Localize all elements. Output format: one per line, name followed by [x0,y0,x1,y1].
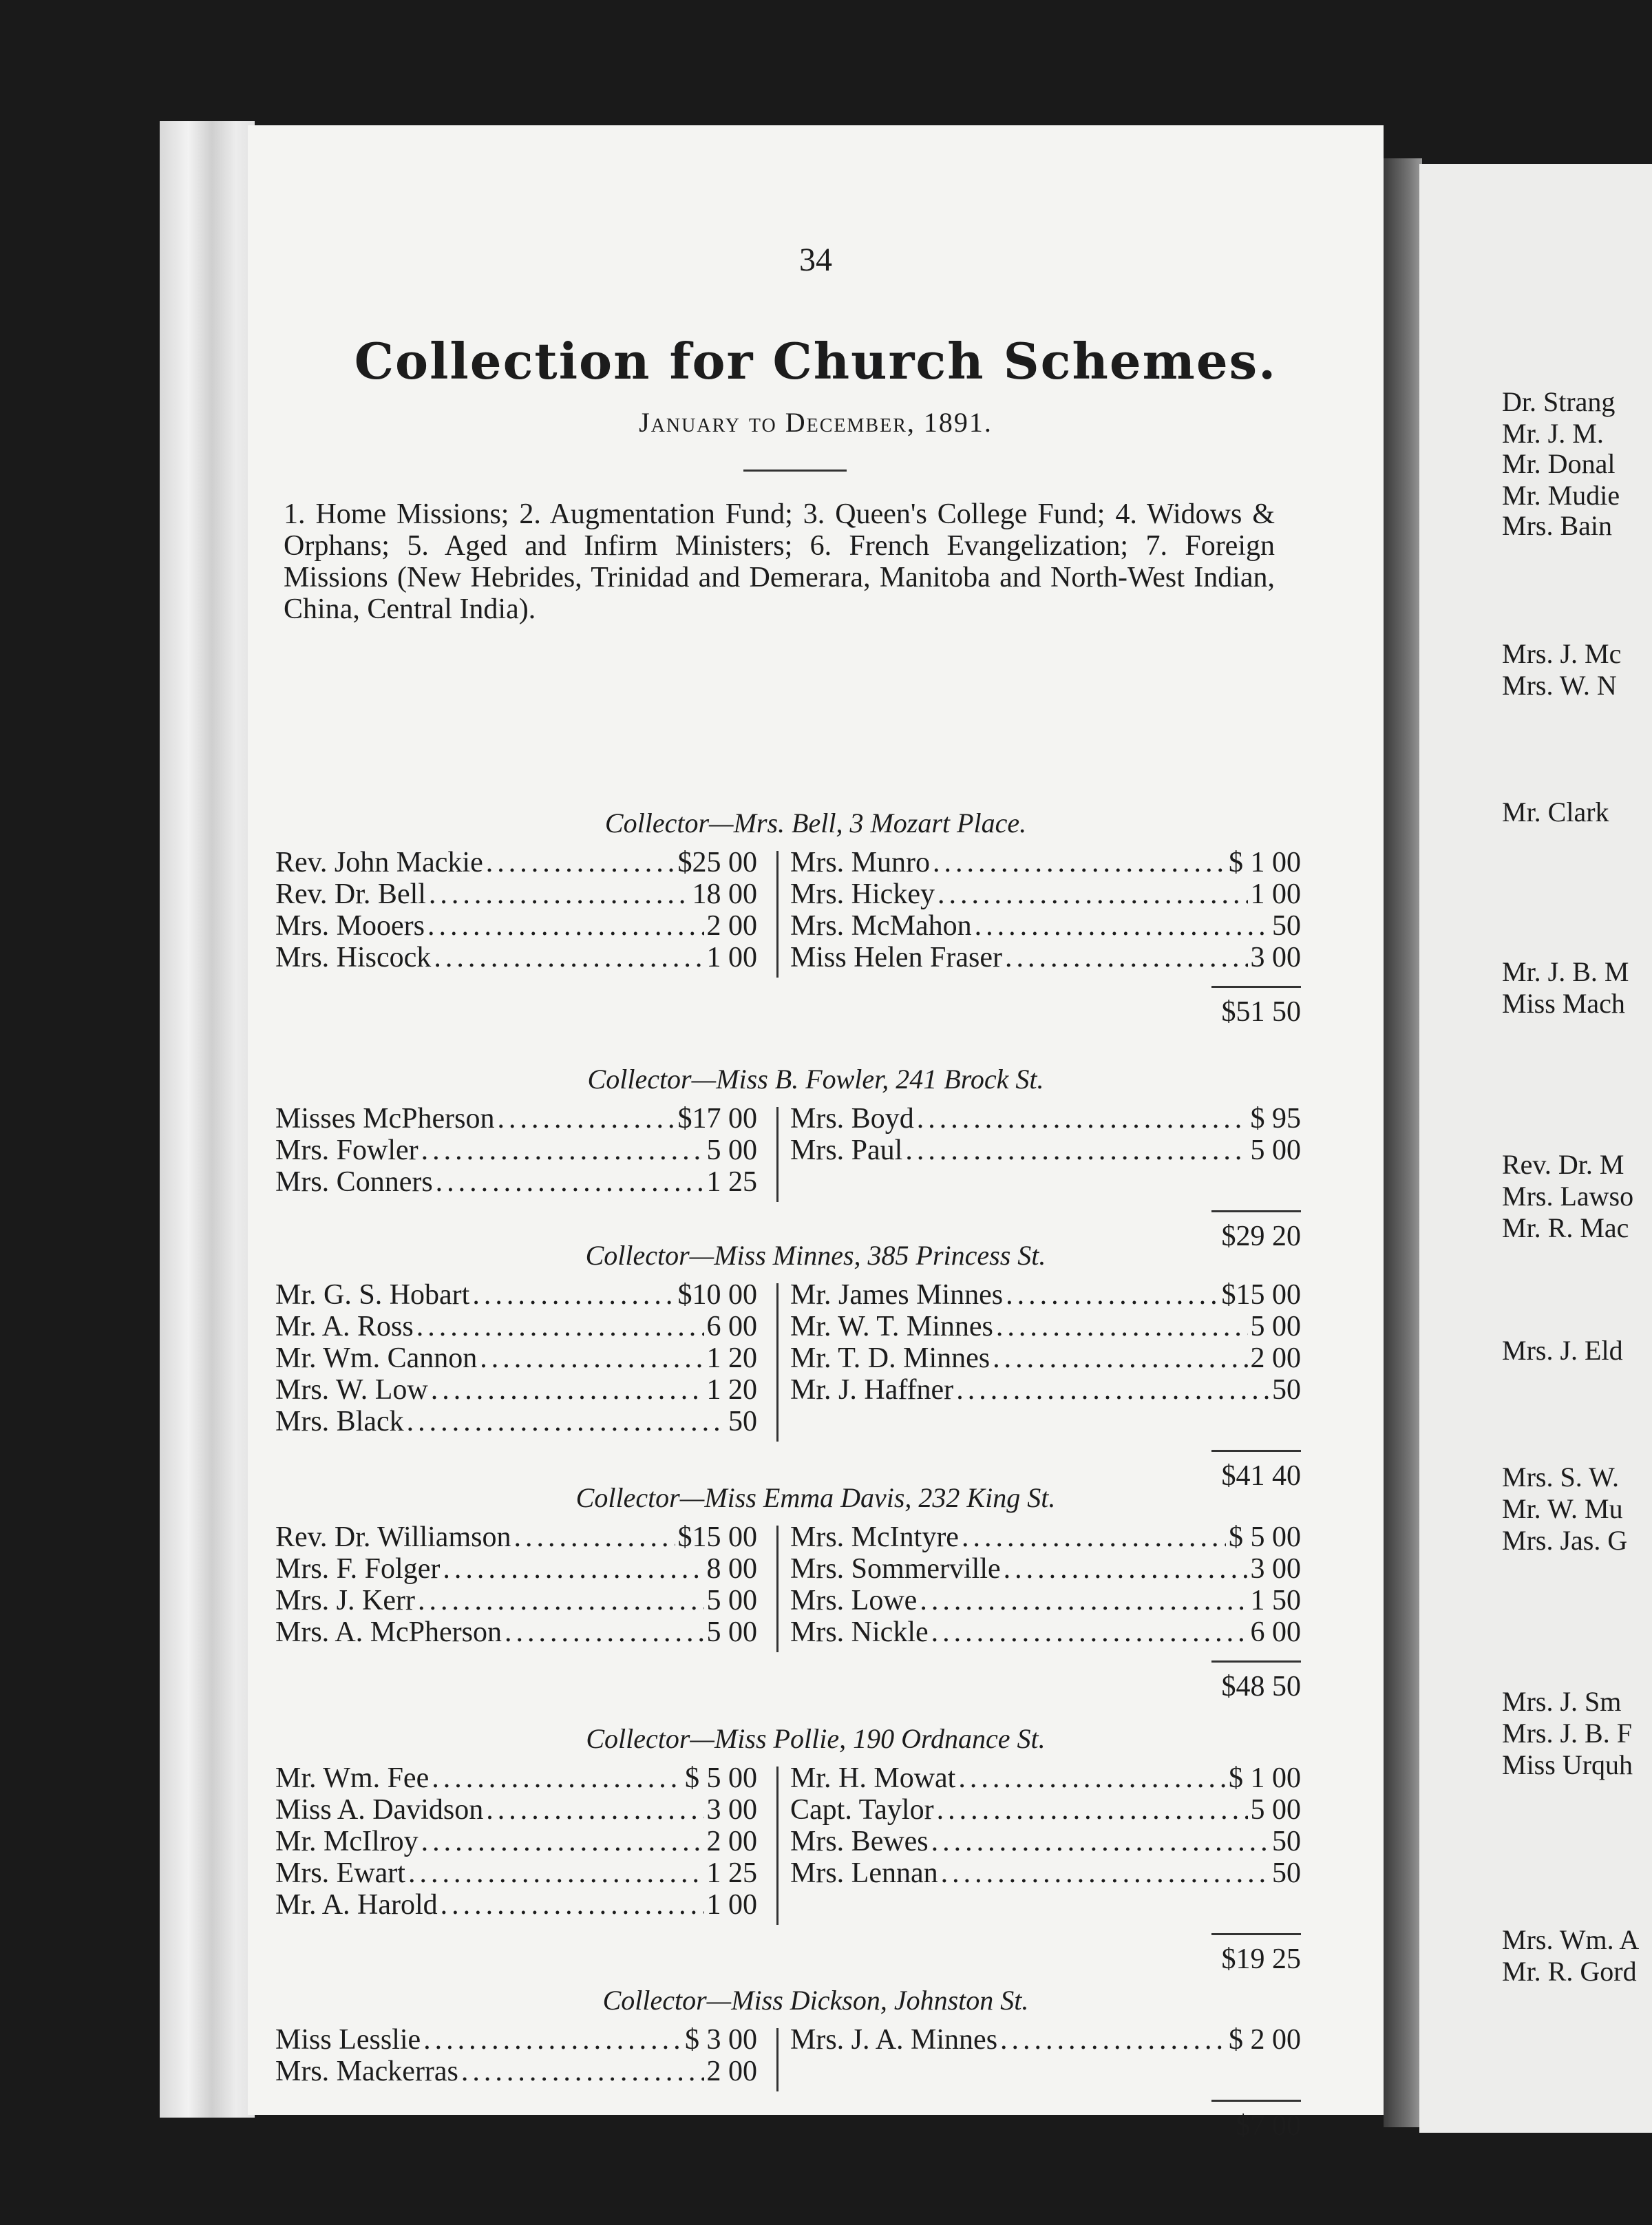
column-divider [776,1107,779,1202]
contribution-amount: $15 00 [677,1521,757,1553]
contributor-name: Mr. W. T. Minnes [790,1311,993,1342]
contribution-amount: 50 [1272,1857,1301,1889]
total-rule [1211,1450,1301,1452]
leader-dots [443,1553,703,1585]
column-divider [776,1767,779,1925]
right-contributor-list [790,1103,1301,1166]
column-divider [776,1526,779,1652]
contribution-amount: $ 1 00 [1229,1762,1301,1794]
leader-dots [933,847,1226,878]
contribution-amount: 1 20 [706,1374,757,1406]
contributor-row [790,2024,1301,2056]
leader-dots [1000,2024,1226,2056]
contribution-amount: 1 25 [706,1166,757,1198]
contributor-row [790,1521,1301,1553]
contributor-name: Mr. A. Harold [275,1889,438,1921]
contributor-row [275,1279,757,1311]
column-divider [776,1283,779,1442]
contributor-name: Miss Helen Fraser [790,942,1002,973]
contribution-amount: 18 00 [692,878,757,910]
facing-page-entry: Mrs. J. Mc [1502,638,1622,669]
collector-heading: Collector—Mrs. Bell, 3 Mozart Place. [604,808,1027,839]
contribution-amount: 5 00 [1250,1135,1301,1166]
page-edge [160,121,255,2118]
contributor-row [790,1826,1301,1857]
contributor-row [790,1311,1301,1342]
facing-page-entry: Mrs. J. Sm [1502,1686,1622,1717]
contribution-amount: 1 00 [706,1889,757,1921]
contributor-name: Mrs. Nickle [790,1616,929,1648]
leader-dots [472,1279,675,1311]
contribution-amount: 5 00 [706,1135,757,1166]
contributor-name: Rev. Dr. Williamson [275,1521,511,1553]
contributor-row [790,1762,1301,1794]
collector-heading: Collector—Miss Dickson, Johnston St. [602,1985,1029,2016]
leader-dots [486,847,675,878]
contributor-row [275,1342,757,1374]
contributor-row [790,1103,1301,1135]
contributor-row [275,2024,757,2056]
leader-dots [905,1135,1247,1166]
contribution-amount: $10 00 [677,1279,757,1311]
left-contributor-list [275,1279,757,1437]
leader-dots [1004,1553,1248,1585]
leader-dots [408,1857,704,1889]
contributor-row [790,942,1301,973]
facing-page-entry: Mr. J. B. M [1502,956,1629,987]
column-divider [776,2028,779,2091]
contributor-name: Mrs. J. A. Minnes [790,2024,998,2056]
contribution-amount: $ 5 00 [685,1762,757,1794]
facing-page-entry: Rev. Dr. M [1502,1149,1624,1180]
contributor-name: Mrs. Lennan [790,1857,938,1889]
contributor-row [275,1826,757,1857]
contribution-amount: 1 00 [706,942,757,973]
contributor-name: Mrs. Mackerras [275,2056,458,2087]
right-contributor-list [790,1521,1301,1648]
leader-dots [505,1616,703,1648]
contributor-name: Mr. T. D. Minnes [790,1342,991,1374]
section-total: $7 00 [1236,2110,1301,2142]
facing-page-entry: Mr. J. M. [1502,418,1604,449]
contributor-row [275,1585,757,1616]
right-contributor-list [790,1762,1301,1889]
leader-dots [920,1585,1247,1616]
contribution-amount: 2 00 [706,1826,757,1857]
contributor-row [275,1616,757,1648]
leader-dots [513,1521,675,1553]
collector-heading: Collector—Miss Pollie, 190 Ordnance St. [586,1723,1046,1754]
contribution-amount: 3 00 [1250,1553,1301,1585]
contributor-name: Capt. Taylor [790,1794,934,1826]
contributor-name: Mrs. Sommerville [790,1553,1001,1585]
section-total: $19 25 [1221,1943,1301,1975]
contributor-row [275,878,757,910]
leader-dots [427,910,704,942]
facing-page-entry: Mrs. W. N [1502,670,1617,701]
contributor-row [790,1279,1301,1311]
contribution-amount: 5 00 [706,1616,757,1648]
contribution-amount: $ 95 [1250,1103,1301,1135]
contributor-name: Mrs. Munro [790,847,931,878]
contributor-name: Mrs. McIntyre [790,1521,959,1553]
contribution-amount: 6 00 [706,1311,757,1342]
leader-dots [432,1762,682,1794]
contributor-name: Mrs. Ewart [275,1857,405,1889]
contributor-row [275,1311,757,1342]
leader-dots [480,1342,703,1374]
contributor-row [275,1374,757,1406]
contributor-row [275,1103,757,1135]
facing-page-entry: Mrs. Jas. G [1502,1525,1628,1556]
contribution-amount: 5 00 [706,1585,757,1616]
contribution-amount: 3 00 [706,1794,757,1826]
contributor-name: Mrs. Hiscock [275,942,432,973]
contributor-row [790,1342,1301,1374]
leader-dots [938,878,1248,910]
leader-dots [958,1762,1226,1794]
contributor-row [275,1521,757,1553]
leader-dots [962,1521,1226,1553]
page-title: Collection for Church Schemes. [354,332,1278,390]
facing-page-entry: Mrs. Lawso [1502,1181,1634,1212]
total-rule [1211,1210,1301,1212]
leader-dots [418,1585,704,1616]
contributor-name: Miss A. Davidson [275,1794,484,1826]
leader-dots [931,1616,1248,1648]
contributor-name: Mrs. F. Folger [275,1553,441,1585]
contribution-amount: 8 00 [706,1553,757,1585]
book-gutter [1384,158,1422,2127]
leader-dots [937,1794,1248,1826]
collector-heading: Collector—Miss Minnes, 385 Princess St. [585,1240,1046,1271]
contributor-name: Mr. Wm. Cannon [275,1342,478,1374]
facing-page-entry: Miss Mach [1502,988,1625,1019]
contributor-name: Mr. G. S. Hobart [275,1279,470,1311]
contribution-amount: 6 00 [1250,1616,1301,1648]
facing-page-entry: Mrs. S. W. [1502,1462,1620,1493]
contribution-amount: $17 00 [677,1103,757,1135]
contributor-name: Mrs. McMahon [790,910,972,942]
collector-heading: Collector—Miss B. Fowler, 241 Brock St. [587,1064,1044,1095]
contributor-name: Rev. John Mackie [275,847,483,878]
contributor-name: Mr. James Minnes [790,1279,1004,1311]
page-subtitle: January to December, 1891. [639,407,993,438]
facing-page-entry: Mr. R. Mac [1502,1212,1629,1243]
contribution-amount: $ 2 00 [1229,2024,1301,2056]
facing-page-entry: Dr. Strang [1502,386,1616,417]
contributor-name: Misses McPherson [275,1103,495,1135]
contribution-amount: $15 00 [1221,1279,1301,1311]
contributor-name: Mr. McIlroy [275,1826,419,1857]
contributor-row [275,1889,757,1921]
leader-dots [431,1374,704,1406]
contributor-name: Mrs. Lowe [790,1585,918,1616]
book-page [248,125,1384,2142]
left-contributor-list [275,1103,757,1198]
leader-dots [993,1342,1247,1374]
contributor-row [275,1406,757,1437]
contribution-amount: 5 00 [1250,1311,1301,1342]
contributor-name: Mrs. Mooers [275,910,425,942]
facing-page-entry: Miss Urquh [1502,1749,1633,1780]
left-contributor-list [275,2024,757,2087]
left-contributor-list [275,1762,757,1921]
section-total: $48 50 [1221,1671,1301,1702]
leader-dots [486,1794,703,1826]
leader-dots [996,1311,1248,1342]
leader-dots [1006,1279,1218,1311]
left-contributor-list [275,1521,757,1648]
contributor-row [790,1857,1301,1889]
leader-dots [1005,942,1248,973]
contribution-amount: 2 00 [706,910,757,942]
contributor-row [275,1762,757,1794]
facing-page-entry: Mrs. Bain [1502,510,1612,541]
intro-paragraph: 1. Home Missions; 2. Augmentation Fund; 3. Queen's College Fund; 4. Widows & Orphans; 5. Aged and Infirm Ministers; 6. French Evangelization; 7. Foreign Missions (New Hebrides, Trinidad and Demerara, Manitoba and North-West Indian, China, Central India). [284,498,1275,625]
contributor-row [790,1616,1301,1648]
leader-dots [975,910,1269,942]
right-contributor-list [790,847,1301,973]
contribution-amount: 50 [728,1406,757,1437]
facing-page-entry: Mr. Donal [1502,448,1616,479]
leader-dots [421,1826,704,1857]
section-total: $29 20 [1221,1221,1301,1252]
column-divider [776,851,779,978]
contributor-row [790,1794,1301,1826]
contribution-amount: $ 3 00 [685,2024,757,2056]
contributor-name: Mrs. A. McPherson [275,1616,502,1648]
contributor-name: Mrs. Hickey [790,878,935,910]
contributor-row [275,1857,757,1889]
contributor-row [275,1553,757,1585]
leader-dots [956,1374,1269,1406]
contributor-row [275,847,757,878]
contributor-name: Mr. H. Mowat [790,1762,956,1794]
facing-page-entry: Mr. Clark [1502,797,1609,827]
leader-dots [498,1103,675,1135]
contributor-name: Mrs. Paul [790,1135,903,1166]
contributor-row [790,910,1301,942]
leader-dots [931,1826,1269,1857]
leader-dots [434,942,703,973]
contribution-amount: 3 00 [1250,942,1301,973]
contributor-row [790,1374,1301,1406]
total-rule [1211,986,1301,988]
contribution-amount: $25 00 [677,847,757,878]
leader-dots [407,1406,726,1437]
contribution-amount: 1 50 [1250,1585,1301,1616]
contributor-name: Mr. A. Ross [275,1311,414,1342]
contributor-row [275,910,757,942]
contributor-row [275,2056,757,2087]
contributor-name: Mrs. J. Kerr [275,1585,415,1616]
contribution-amount: 1 20 [706,1342,757,1374]
facing-page-entry: Mr. Mudie [1502,480,1620,511]
leader-dots [423,2024,682,2056]
right-contributor-list [790,2024,1301,2056]
contributor-row [275,1794,757,1826]
collector-heading: Collector—Miss Emma Davis, 232 King St. [575,1482,1056,1513]
contributor-row [790,1135,1301,1166]
contribution-amount: $ 5 00 [1229,1521,1301,1553]
contributor-row [790,1553,1301,1585]
contribution-amount: 1 00 [1250,878,1301,910]
section-total: $41 40 [1221,1460,1301,1492]
contributor-name: Mrs. Fowler [275,1135,419,1166]
contribution-amount: 50 [1272,1374,1301,1406]
facing-page-entry: Mr. W. Mu [1502,1493,1623,1524]
contributor-row [790,1585,1301,1616]
leader-dots [941,1857,1269,1889]
contributor-name: Mrs. Boyd [790,1103,914,1135]
contributor-row [275,1135,757,1166]
page-number: 34 [799,242,832,278]
facing-page [1419,164,1652,2133]
contribution-amount: 2 00 [1250,1342,1301,1374]
contributor-row [275,942,757,973]
leader-dots [461,2056,704,2087]
contributor-name: Mrs. W. Low [275,1374,428,1406]
leader-dots [421,1135,704,1166]
contributor-name: Mr. Wm. Fee [275,1762,430,1794]
facing-page-entry: Mrs. J. B. F [1502,1718,1632,1749]
leader-dots [436,1166,704,1198]
contribution-amount: 2 00 [706,2056,757,2087]
facing-page-entry: Mrs. J. Eld [1502,1335,1623,1366]
title-rule [743,470,847,472]
contributor-name: Mrs. Black [275,1406,404,1437]
contribution-amount: $ 1 00 [1229,847,1301,878]
contribution-amount: 5 00 [1250,1794,1301,1826]
contribution-amount: 50 [1272,1826,1301,1857]
contributor-name: Mrs. Conners [275,1166,433,1198]
total-rule [1211,1660,1301,1663]
leader-dots [416,1311,704,1342]
right-contributor-list [790,1279,1301,1406]
leader-dots [441,1889,704,1921]
contributor-name: Mr. J. Haffner [790,1374,954,1406]
contributor-row [275,1166,757,1198]
contributor-name: Rev. Dr. Bell [275,878,426,910]
facing-page-entry: Mrs. Wm. A [1502,1924,1640,1955]
leader-dots [917,1103,1248,1135]
left-contributor-list [275,847,757,973]
contributor-row [790,878,1301,910]
leader-dots [429,878,690,910]
total-rule [1211,1933,1301,1935]
contributor-name: Mrs. Bewes [790,1826,929,1857]
contributor-name: Miss Lesslie [275,2024,421,2056]
facing-page-entry: Mr. R. Gord [1502,1956,1637,1987]
total-rule [1211,2100,1301,2102]
contribution-amount: 1 25 [706,1857,757,1889]
contribution-amount: 50 [1272,910,1301,942]
contributor-row [790,847,1301,878]
section-total: $51 50 [1221,996,1301,1028]
